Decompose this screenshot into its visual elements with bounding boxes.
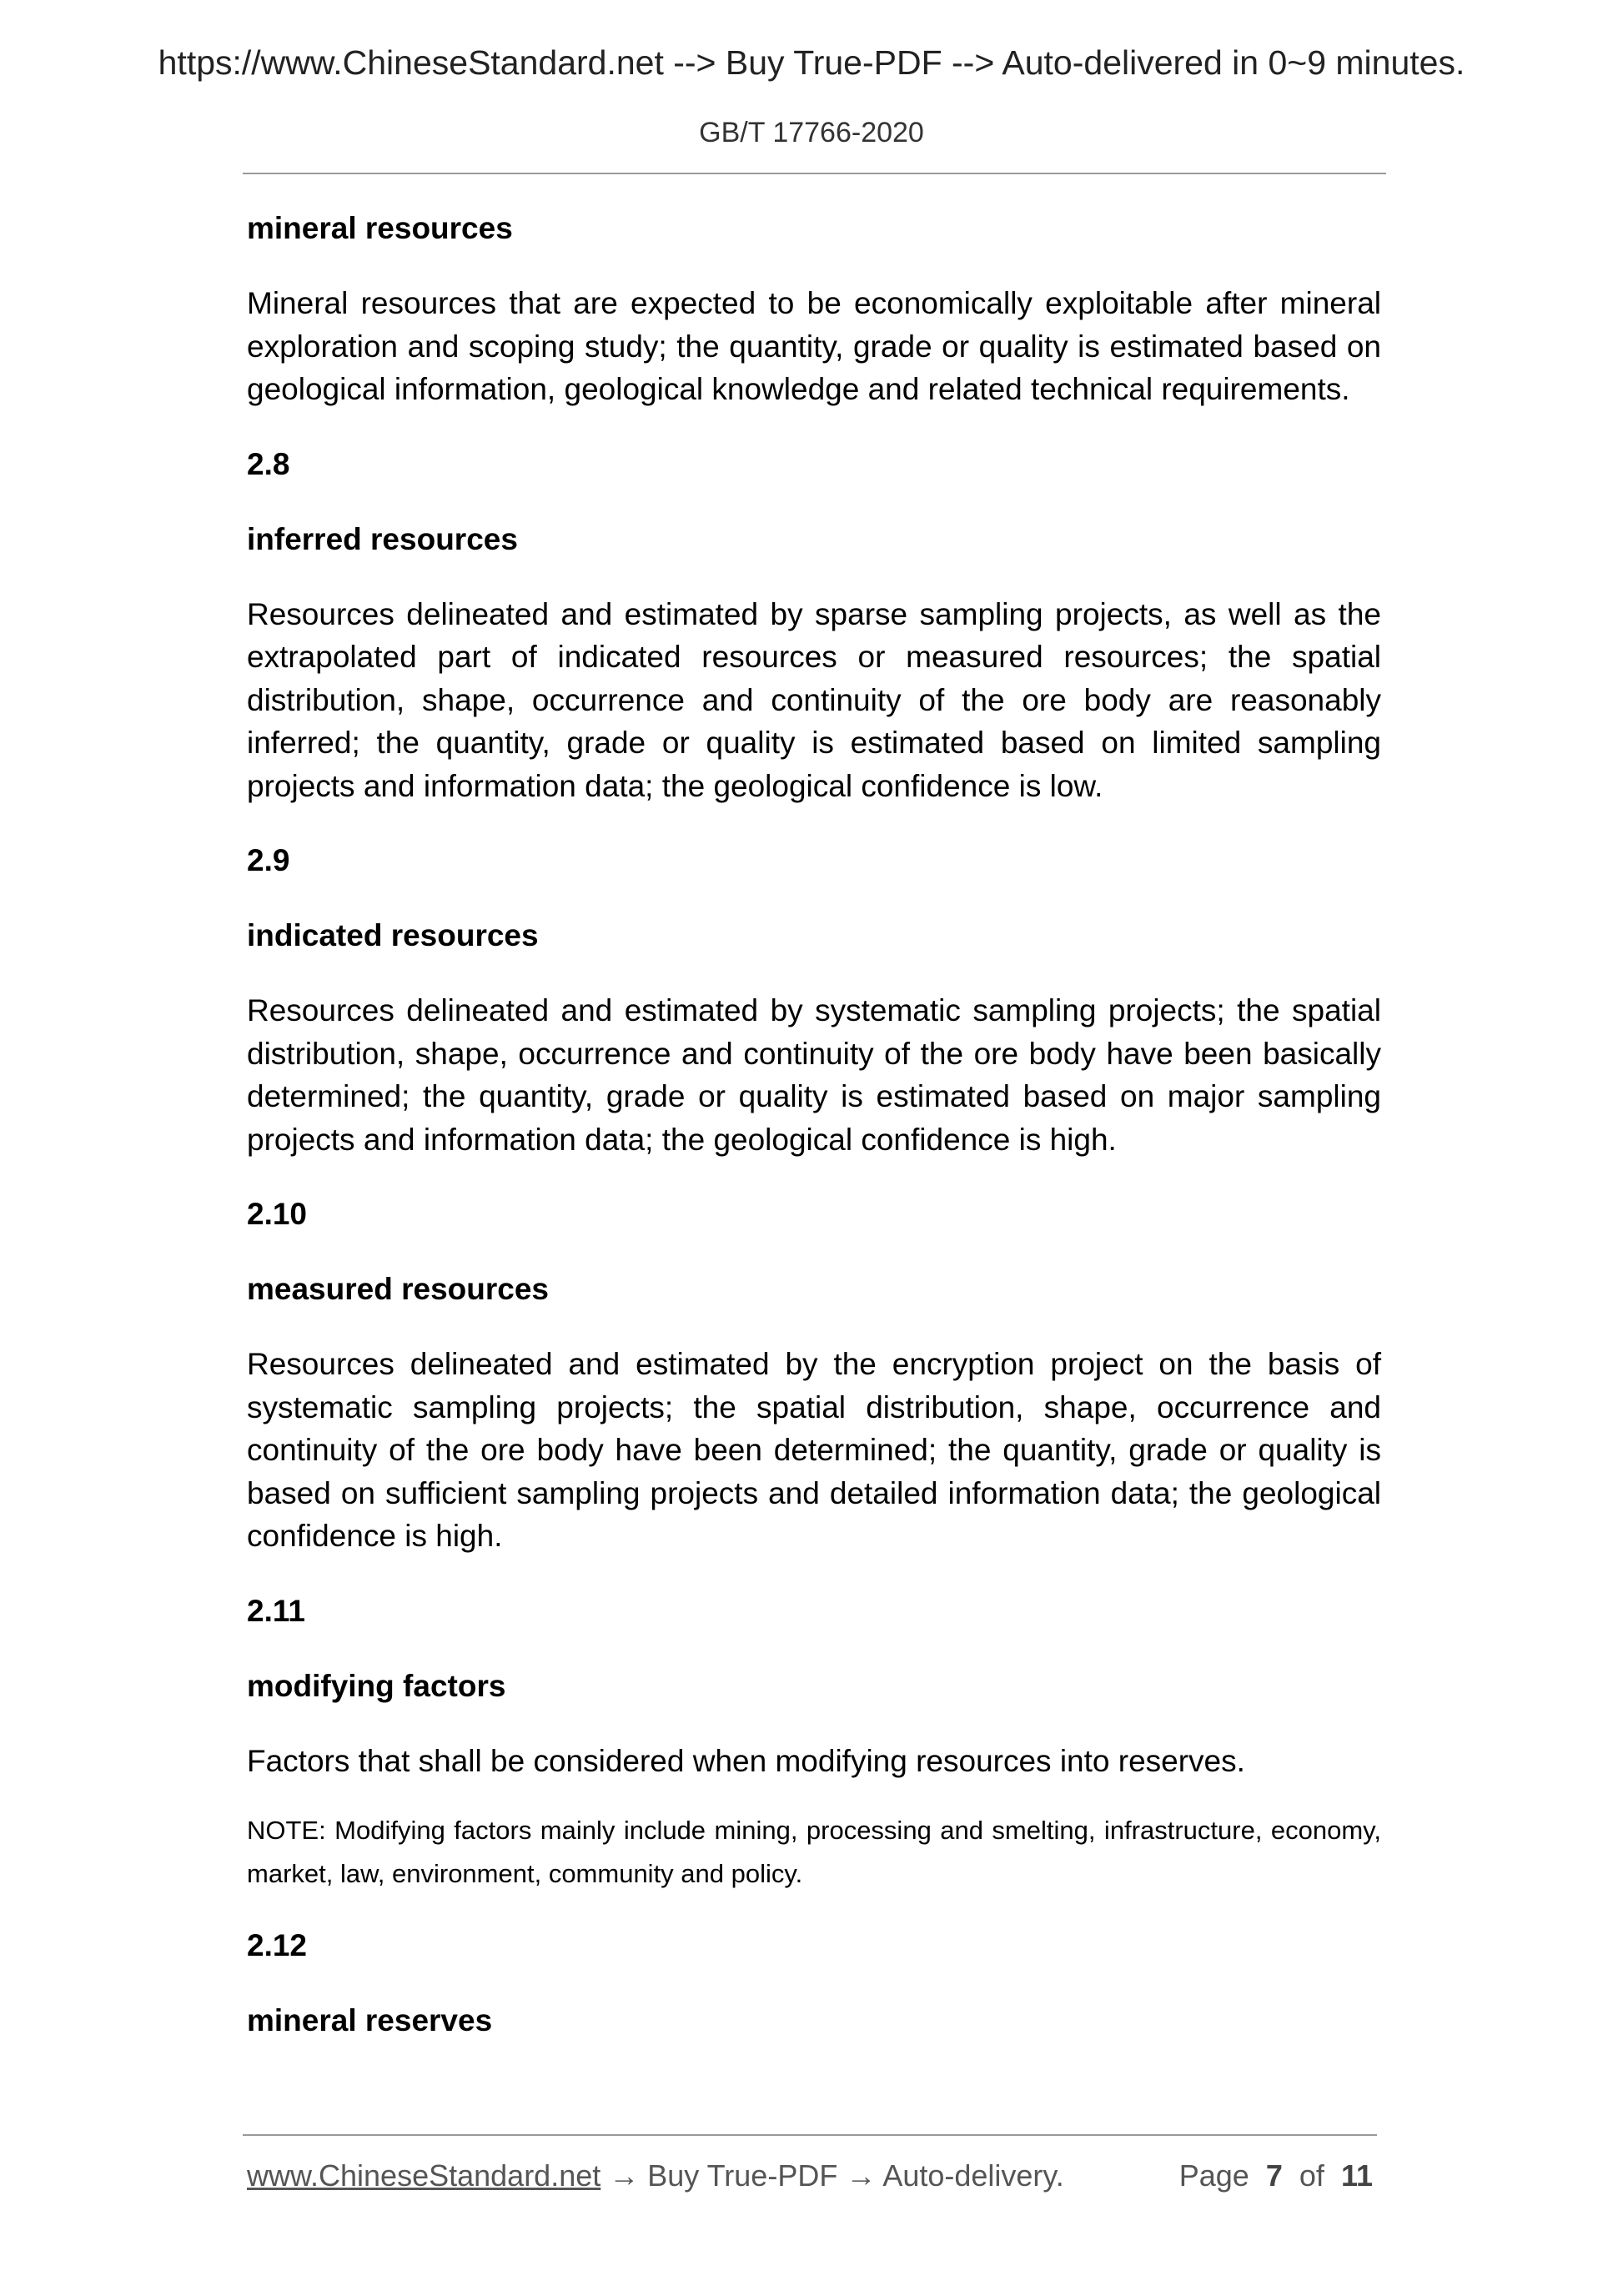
term-title: modifying factors <box>247 1668 506 1703</box>
standard-code: GB/T 17766-2020 <box>699 117 924 148</box>
top-banner: https://www.ChineseStandard.net --> Buy True-PDF --> Auto-delivered in 0~9 minutes. <box>158 43 1465 82</box>
term-definition: Resources delineated and estimated by systematic sampling projects; the spatial distribution, shape, occurrence and continuity of the ore body have been basically determined; the quantity, grade or quality is estimated based on major sampling projects and information data; the geological confidence is high. <box>247 993 1381 1157</box>
term-title: mineral resources <box>247 211 513 245</box>
clause-number: 2.10 <box>247 1197 308 1231</box>
of-word: of <box>1299 2158 1324 2193</box>
clause-number: 2.9 <box>247 843 290 877</box>
page-indicator <box>1179 2158 1373 2193</box>
page-word: Page <box>1178 2158 1249 2193</box>
footer-site-link[interactable]: www.ChineseStandard.net <box>247 2158 601 2193</box>
clause-number: 2.12 <box>247 1928 308 1962</box>
term-title: measured resources <box>247 1272 549 1306</box>
clause-number: 2.8 <box>247 446 290 481</box>
term-note: NOTE: Modifying factors mainly include mining, processing and smelting, infrastructure, economy, market, law, environment, community and policy. <box>247 1816 1381 1888</box>
document-body <box>247 207 1381 2074</box>
term-definition: Resources delineated and estimated by the encryption project on the basis of systematic sampling projects; the spatial distribution, shape, occurrence and continuity of the ore body have been determined; the quantity, grade or quality is based on sufficient sampling projects and detailed information data; the geological confidence is high. <box>247 1347 1381 1553</box>
clause-number: 2.11 <box>247 1593 305 1628</box>
page-total: 11 <box>1340 2158 1373 2193</box>
page-number: 7 <box>1265 2158 1283 2193</box>
page-footer <box>247 2158 1373 2193</box>
term-title: indicated resources <box>247 918 539 952</box>
term-definition: Resources delineated and estimated by sparse sampling projects, as well as the extrapolated part of indicated resources or measured resources; the spatial distribution, shape, occurrence and continuity of the ore body are reasonably inferred; the quantity, grade or quality is estimated based on limited sampling projects and information data; the geological confidence is low. <box>247 596 1381 803</box>
term-title: inferred resources <box>247 521 518 556</box>
header-divider <box>243 173 1386 174</box>
term-definition: Factors that shall be considered when modifying resources into reserves. <box>247 1743 1245 1778</box>
term-definition: Mineral resources that are expected to be economically exploitable after mineral exploration and scoping study; the quantity, grade or quality is estimated based on geological information, geological knowledge and related technical requirements. <box>247 286 1381 406</box>
footer-tagline: → Buy True-PDF → Auto-delivery. <box>600 2158 1064 2193</box>
term-title: mineral reserves <box>247 2003 493 2037</box>
footer-divider <box>243 2134 1377 2136</box>
